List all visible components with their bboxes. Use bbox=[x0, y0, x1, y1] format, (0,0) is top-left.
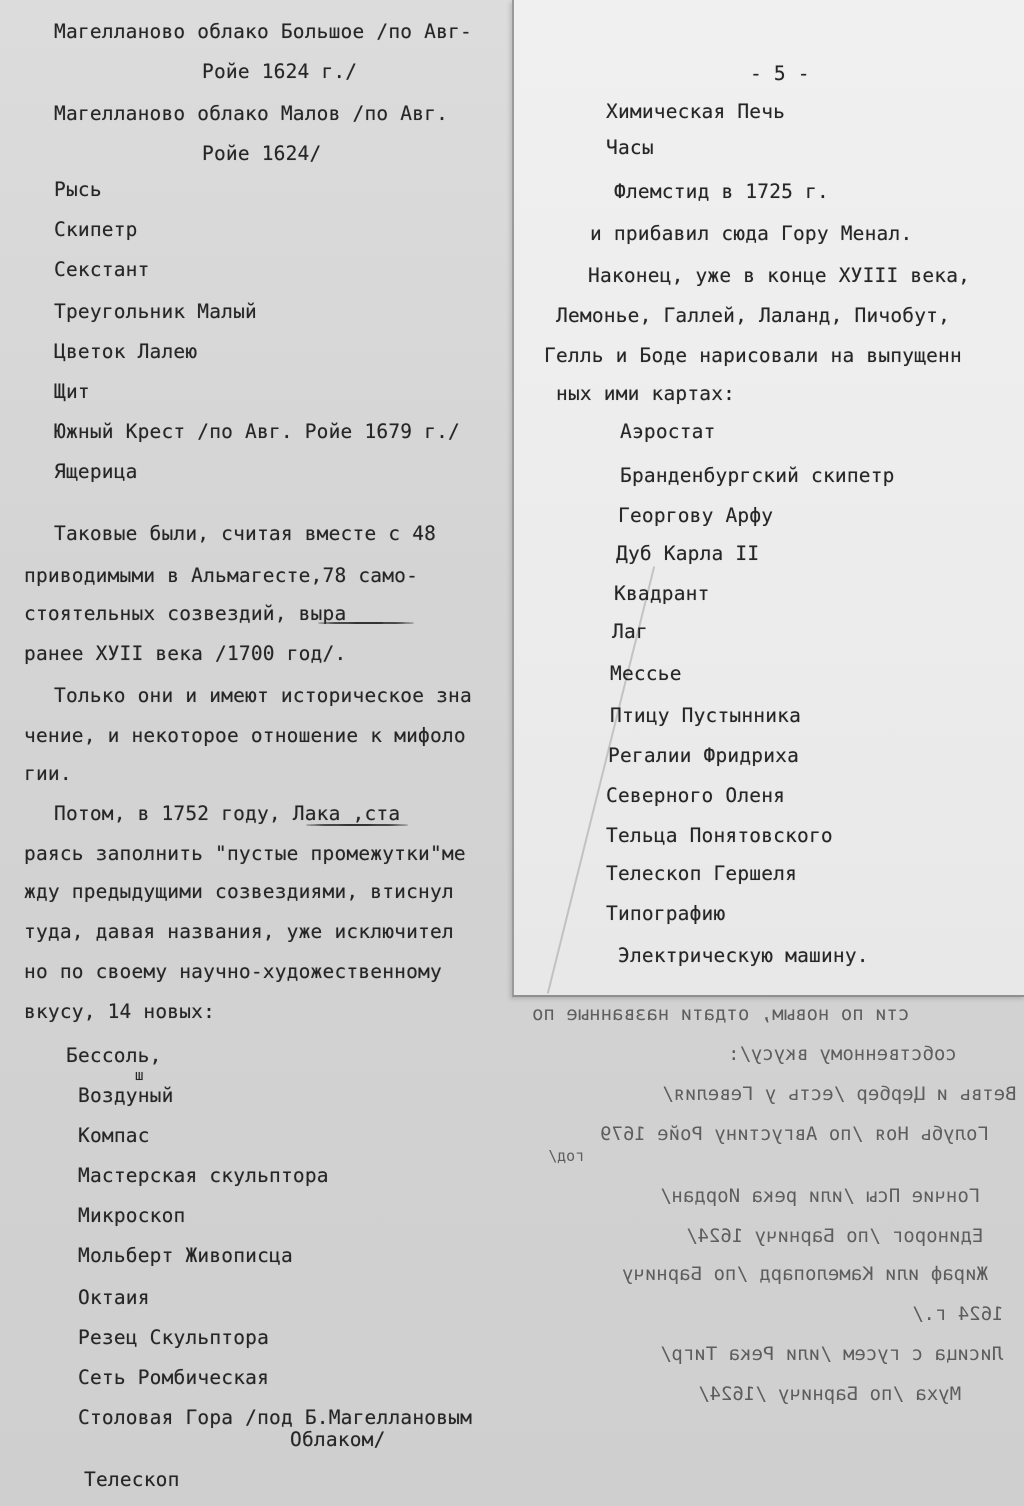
left-line: Ройе 1624/ bbox=[202, 142, 322, 165]
right-line: Аэростат bbox=[620, 420, 716, 443]
handwritten-underline bbox=[318, 622, 414, 624]
mirrored-line: сти по новым, отдати названные по bbox=[532, 1003, 910, 1025]
right-line: Телескоп Гершеля bbox=[606, 862, 798, 885]
mirrored-line: год/ bbox=[548, 1147, 585, 1165]
left-line: Скипетр bbox=[54, 218, 138, 241]
mirrored-line: Муха /по Барничу /1624/ bbox=[698, 1383, 962, 1405]
right-line: Дуб Карла II bbox=[616, 542, 760, 565]
left-line: но по своему научно-художественному bbox=[24, 960, 442, 983]
left-line: Секстант bbox=[54, 258, 150, 281]
mirrored-line: Ветвь и Цербер /есть у Гевелия/ bbox=[662, 1083, 1017, 1105]
left-line: Магелланово облако Большое /по Авг- bbox=[54, 20, 472, 43]
left-line: Мольберт Живописца bbox=[78, 1244, 293, 1267]
right-line: ных ими картах: bbox=[556, 382, 736, 405]
left-line: Мастерская скульптора bbox=[78, 1164, 329, 1187]
right-line: Квадрант bbox=[614, 582, 710, 605]
left-line: стоятельных созвездий, выра bbox=[24, 602, 347, 625]
left-line: Облаком/ bbox=[290, 1428, 386, 1451]
right-line: и прибавил сюда Гору Менал. bbox=[590, 222, 913, 245]
left-line: чение, и некоторое отношение к мифоло bbox=[24, 724, 466, 747]
left-line: раясь заполнить "пустые промежутки"ме bbox=[24, 842, 466, 865]
right-line: Электрическую машину. bbox=[618, 944, 869, 967]
mirrored-line: Жираф или Камелопард /по Барничу bbox=[622, 1263, 989, 1285]
left-line: жду предыдущими созвездиями, втиснул bbox=[24, 880, 454, 903]
right-line: Лемонье, Галлей, Лаланд, Пичобут, bbox=[556, 304, 951, 327]
left-line: Магелланово облако Малов /по Авг. bbox=[54, 102, 449, 125]
right-line: Георгову Арфу bbox=[618, 504, 774, 527]
left-line: Только они и имеют историческое зна bbox=[54, 684, 472, 707]
right-line: Тельца Понятовского bbox=[606, 824, 833, 847]
mirrored-line: Единорог /по Барничу 1624/ bbox=[686, 1225, 984, 1247]
left-line: Треугольник Малый bbox=[54, 300, 257, 323]
mirrored-line: Голубь Ноя /по Августину Ройе 1679 bbox=[600, 1123, 989, 1145]
right-line: Бранденбургский скипетр bbox=[620, 464, 895, 487]
right-line: Часы bbox=[606, 136, 654, 159]
left-line: ранее XУII века /1700 год/. bbox=[24, 642, 347, 665]
handwritten-insert: ш bbox=[135, 1068, 144, 1084]
left-line: Воздуный bbox=[78, 1084, 174, 1107]
handwritten-underline bbox=[306, 824, 408, 826]
right-line: Типографию bbox=[606, 902, 726, 925]
left-line: Резец Скульптора bbox=[78, 1326, 270, 1349]
mirrored-line: Лисица с гусем /или Река Тигр/ bbox=[660, 1343, 1004, 1365]
right-line: Флемстид в 1725 г. bbox=[614, 180, 829, 203]
left-line: Таковые были, считая вместе с 48 bbox=[54, 522, 437, 545]
left-line: Южный Крест /по Авг. Ройе 1679 г./ bbox=[54, 420, 460, 443]
left-line: Щит bbox=[54, 380, 90, 403]
left-line: Цветок Лалею bbox=[54, 340, 198, 363]
left-line: вкусу, 14 новых: bbox=[24, 1000, 216, 1023]
right-line: Химическая Печь bbox=[606, 100, 786, 123]
left-line: туда, давая названия, уже исключител bbox=[24, 920, 454, 943]
left-line: Сеть Ромбическая bbox=[78, 1366, 270, 1389]
mirrored-line: собственному вкусу/: bbox=[728, 1043, 957, 1065]
left-line: Компас bbox=[78, 1124, 150, 1147]
right-line: Лаг bbox=[612, 620, 648, 643]
left-line: Рысь bbox=[54, 178, 102, 201]
right-line: Мессье bbox=[610, 662, 682, 685]
left-line: Бессоль, bbox=[66, 1044, 162, 1067]
right-line: Наконец, уже в конце XУIII века, bbox=[588, 264, 971, 287]
left-line: Ящерица bbox=[54, 460, 138, 483]
right-line: Птицу Пустынника bbox=[610, 704, 802, 727]
page-number: - 5 - bbox=[750, 62, 810, 85]
right-line: Регалии Фридриха bbox=[608, 744, 800, 767]
mirrored-line: 1624 г./ bbox=[912, 1303, 1004, 1325]
left-line: приводимыми в Альмагесте,78 само- bbox=[24, 564, 419, 587]
left-line: гии. bbox=[24, 762, 72, 785]
left-line: Столовая Гора /под Б.Магеллановым bbox=[78, 1406, 473, 1429]
left-line: Октаия bbox=[78, 1286, 150, 1309]
left-line: Микроскоп bbox=[78, 1204, 186, 1227]
left-line: Ройе 1624 г./ bbox=[202, 60, 358, 83]
right-line: Северного Оленя bbox=[606, 784, 786, 807]
mirrored-line: Гончие Псы /или река Иордан/ bbox=[660, 1185, 981, 1207]
right-line: Гелль и Боде нарисовали на выпущенн bbox=[544, 344, 962, 367]
left-line: Потом, в 1752 году, Лака ,ста bbox=[54, 802, 401, 825]
left-line: Телескоп bbox=[84, 1468, 180, 1491]
